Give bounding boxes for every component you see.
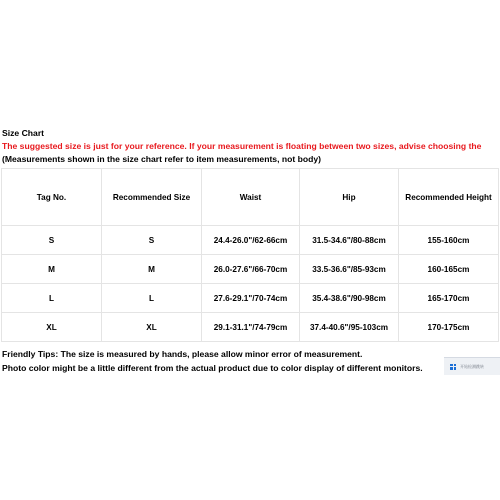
table-row <box>2 226 499 255</box>
tip-measured-by-hand: Friendly Tips: The size is measured by hands, please allow minor error of measurement. <box>2 349 363 359</box>
header-hip: Hip <box>300 169 399 226</box>
cell-recommended-height: 155-160cm <box>399 226 499 255</box>
cell-recommended-height: 165-170cm <box>399 284 499 313</box>
header-tag-no: Tag No. <box>2 169 102 226</box>
size-table-header <box>2 169 499 226</box>
cell-recommended-height: 170-175cm <box>399 313 499 342</box>
windows-icon <box>450 364 456 370</box>
taskbar-label: 开始检测跳转 <box>460 363 484 369</box>
size-table-body <box>2 226 499 342</box>
cell-recommended-size: S <box>102 226 202 255</box>
header-waist: Waist <box>202 169 300 226</box>
table-row <box>2 255 499 284</box>
cell-recommended-size: M <box>102 255 202 284</box>
friendly-tips <box>0 347 500 375</box>
cell-hip: 31.5-34.6"/80-88cm <box>300 226 399 255</box>
cell-tag-no: L <box>2 284 102 313</box>
size-table <box>1 168 499 342</box>
cell-recommended-size: L <box>102 284 202 313</box>
header-row <box>2 169 499 226</box>
cell-hip: 33.5-36.6"/85-93cm <box>300 255 399 284</box>
cell-recommended-height: 160-165cm <box>399 255 499 284</box>
header-recommended-height: Recommended Height <box>399 169 499 226</box>
cell-waist: 26.0-27.6"/66-70cm <box>202 255 300 284</box>
cell-waist: 24.4-26.0"/62-66cm <box>202 226 300 255</box>
table-row <box>2 313 499 342</box>
cell-tag-no: S <box>2 226 102 255</box>
cell-waist: 27.6-29.1"/70-74cm <box>202 284 300 313</box>
measurement-note: (Measurements shown in the size chart refer to item measurements, not body) <box>2 154 321 164</box>
cell-tag-no: M <box>2 255 102 284</box>
size-chart-heading: Size Chart <box>2 128 45 138</box>
cell-recommended-size: XL <box>102 313 202 342</box>
size-chart-document <box>0 127 500 375</box>
cell-waist: 29.1-31.1"/74-79cm <box>202 313 300 342</box>
header-recommended-size: Recommended Size <box>102 169 202 226</box>
size-advice-notice: The suggested size is just for your reference. If your measurement is floating between two sizes, advise choosing the <box>2 141 482 151</box>
cell-hip: 35.4-38.6"/90-98cm <box>300 284 399 313</box>
cell-hip: 37.4-40.6"/95-103cm <box>300 313 399 342</box>
tip-photo-color: Photo color might be a little different from the actual product due to color display of different monitors. <box>2 363 423 373</box>
table-row <box>2 284 499 313</box>
cell-tag-no: XL <box>2 313 102 342</box>
taskbar-start-widget[interactable] <box>444 357 500 375</box>
